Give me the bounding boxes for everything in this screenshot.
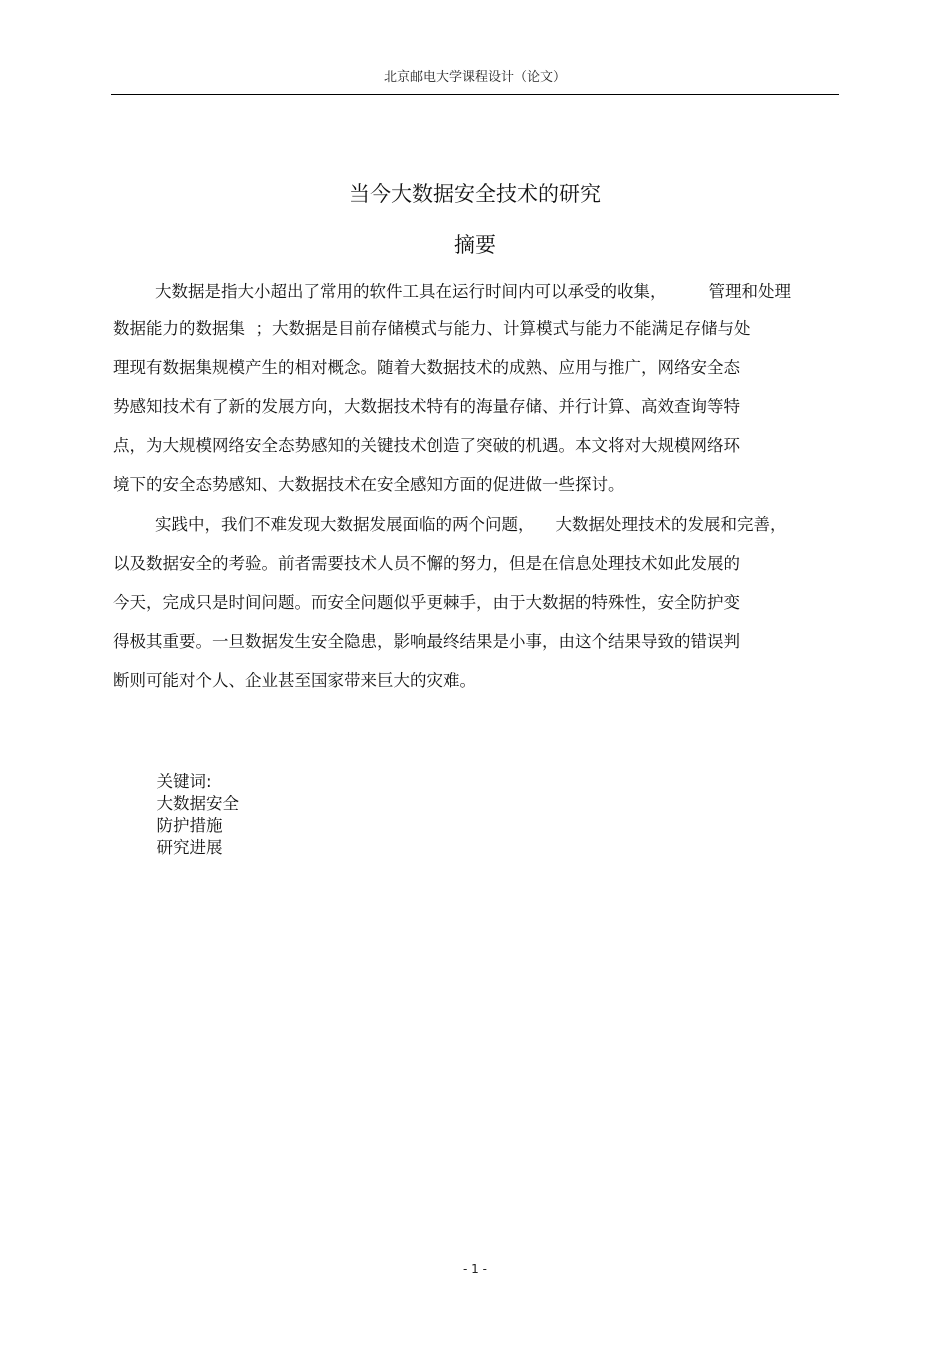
paragraph-line: 势感知技术有了新的发展方向，大数据技术特有的海量存储、并行计算、高效查询等特 [113,397,740,416]
keyword: 研究进展 [156,838,223,857]
paragraph-line: 今天，完成只是时间问题。而安全问题似乎更棘手，由于大数据的特殊性，安全防护变 [113,593,740,612]
paragraph-line: 断则可能对个人、企业甚至国家带来巨大的灾难。 [113,671,476,690]
abstract-heading: 摘要 [454,233,496,257]
paragraph-line: 得极其重要。一旦数据发生安全隐患，影响最终结果是小事，由这个结果导致的错误判 [113,632,740,651]
keywords-label: 关键词: [156,772,212,791]
keyword: 大数据安全 [156,794,239,813]
header-divider [111,94,839,95]
keyword: 防护措施 [156,816,223,835]
paragraph-line: 以及数据安全的考验。前者需要技术人员不懈的努力，但是在信息处理技术如此发展的 [113,554,740,573]
page-header: 北京邮电大学课程设计（论文） [383,70,566,85]
document-title: 当今大数据安全技术的研究 [349,182,601,206]
page-number: - 1 - [463,1262,487,1276]
paragraph-line: 实践中，我们不难发现大数据发展面临的两个问题， 大数据处理技术的发展和完善， [155,515,787,534]
paragraph-line: 点，为大规模网络安全态势感知的关键技术创造了突破的机遇。本文将对大规模网络环 [113,436,740,455]
paragraph-line: 境下的安全态势感知、大数据技术在安全感知方面的促进做一些探讨。 [113,475,625,494]
paragraph-line: 理现有数据集规模产生的相对概念。随着大数据技术的成熟、应用与推广，网络安全态 [113,358,740,377]
keywords-row [146,749,255,859]
paragraph-line: 大数据是指大小超出了常用的软件工具在运行时间内可以承受的收集， 管理和处理 [155,282,791,301]
paragraph-line: 数据能力的数据集 ；大数据是目前存储模式与能力、计算模式与能力不能满足存储与处 [113,319,751,338]
